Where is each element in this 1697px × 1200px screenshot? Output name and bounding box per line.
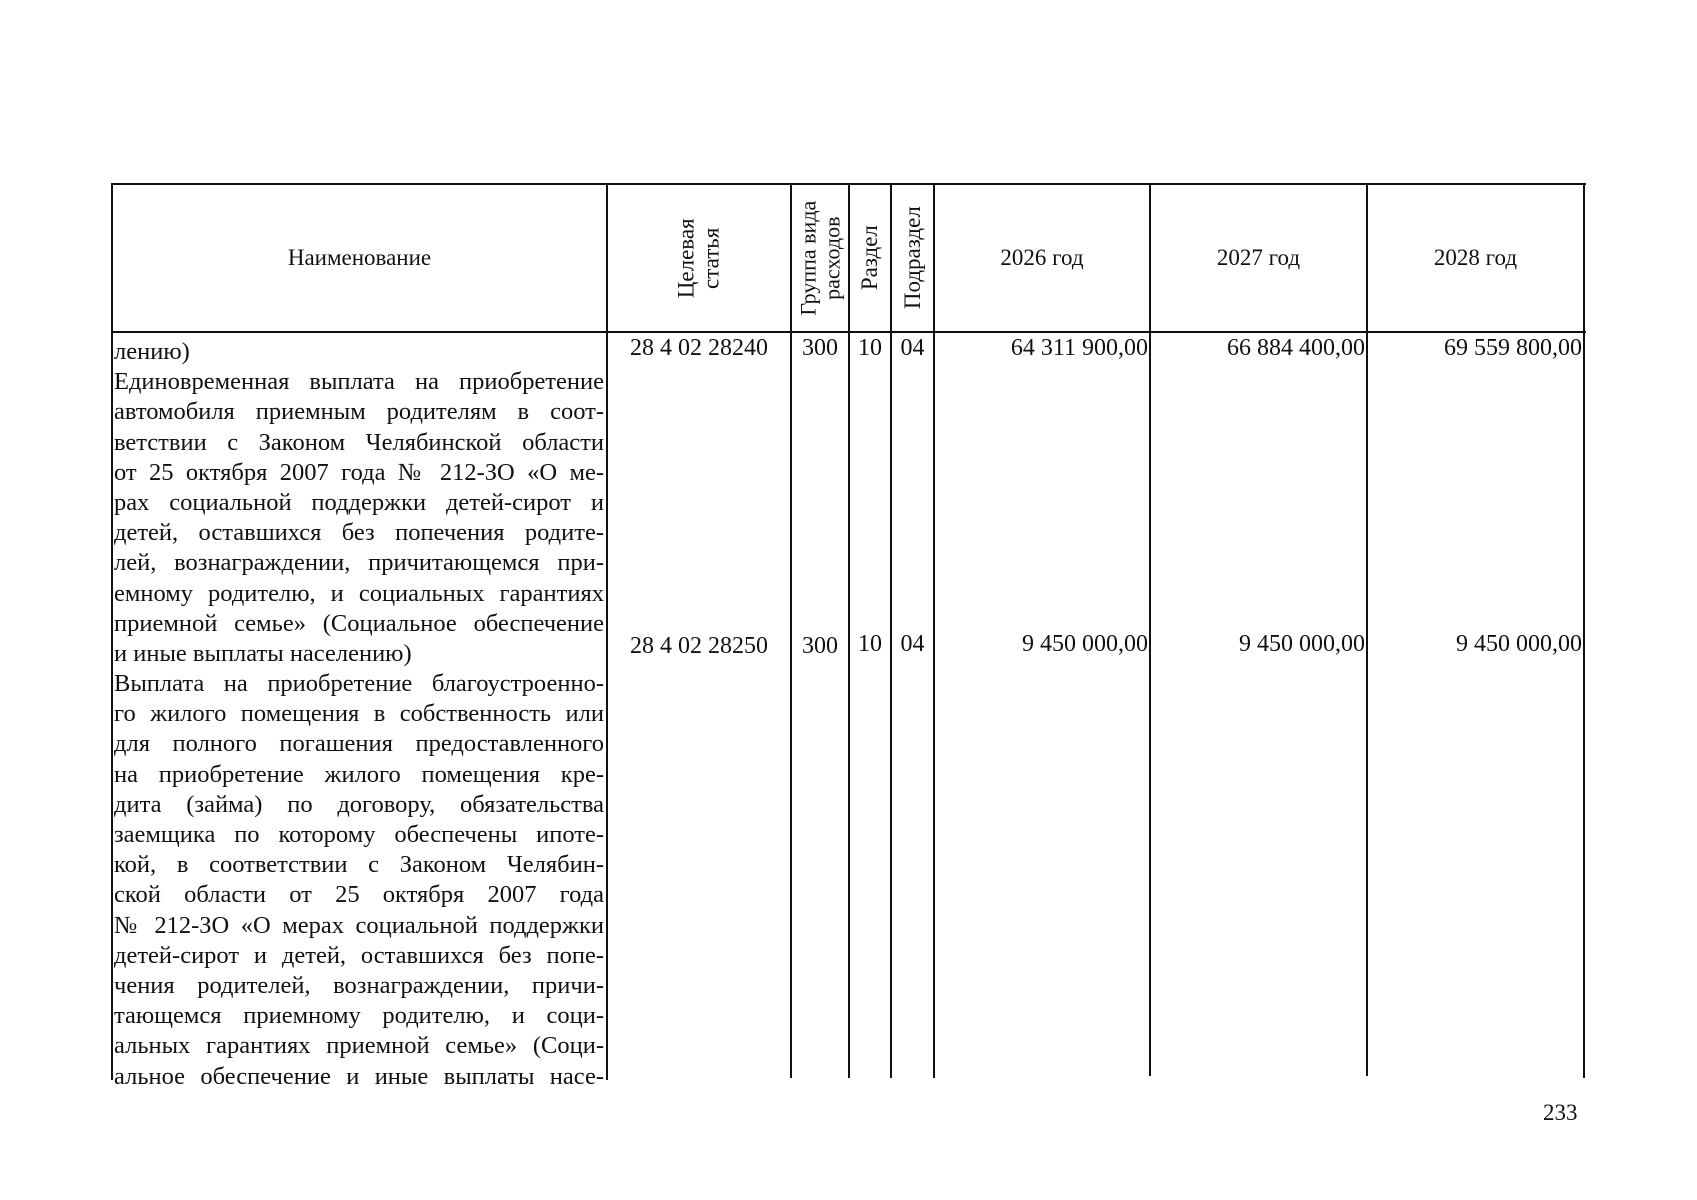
name-line: и иные выплаты населению) bbox=[114, 639, 412, 667]
header-target-article bbox=[608, 185, 790, 331]
name-line: лению) bbox=[114, 338, 190, 365]
row2-expense-group: 300 bbox=[802, 633, 838, 659]
row1-y2027: 66 884 400,00 bbox=[1227, 335, 1365, 361]
header-expense-group bbox=[792, 185, 848, 331]
name-line: для полного погашения предоставленного bbox=[114, 730, 604, 758]
header-subsection-text: Подраздел bbox=[899, 206, 925, 310]
name-line: детей-сирот и детей, оставшихся без попе- bbox=[114, 941, 604, 969]
page-number: 233 bbox=[1543, 1100, 1578, 1125]
name-line: дита (займа) по договору, обязательства bbox=[114, 790, 604, 818]
name-line: рах социальной поддержки детей-сирот и bbox=[114, 488, 604, 516]
header-year-2028: 2028 год bbox=[1433, 245, 1518, 271]
name-line: ской области от 25 октября 2007 года bbox=[114, 881, 604, 909]
name-line: чения родителей, вознаграждении, причи- bbox=[114, 971, 604, 999]
row2-y2027: 9 450 000,00 bbox=[1239, 631, 1365, 657]
name-line: № 212-ЗО «О мерах социальной поддержки bbox=[114, 911, 604, 939]
row2-y2026: 9 450 000,00 bbox=[1022, 631, 1148, 657]
header-name-text: Наименование bbox=[287, 245, 432, 271]
header-section-text: Раздел bbox=[857, 225, 883, 291]
name-line: ветствии с Законом Челябинской области bbox=[114, 428, 604, 456]
name-line: емному родителю, и социальных гарантиях bbox=[114, 579, 604, 607]
name-column-text bbox=[114, 337, 604, 1092]
name-line: Единовременная выплата на приобретение bbox=[114, 368, 604, 396]
name-line: го жилого помещения в собственность или bbox=[114, 700, 604, 728]
name-line: Выплата на приобретение благоустроенно- bbox=[114, 670, 604, 698]
header-section bbox=[850, 185, 890, 331]
row2-subsection: 04 bbox=[900, 631, 925, 657]
row1-y2026: 64 311 900,00 bbox=[1010, 335, 1148, 361]
header-subsection bbox=[892, 185, 933, 331]
row1-target-article: 28 4 02 28240 bbox=[630, 335, 768, 361]
row1-y2028: 69 559 800,00 bbox=[1444, 335, 1582, 361]
row2-y2028: 9 450 000,00 bbox=[1456, 631, 1582, 657]
name-line: лей, вознаграждении, причитающемся при- bbox=[114, 549, 604, 577]
row1-section: 10 bbox=[858, 335, 882, 361]
name-line: от 25 октября 2007 года № 212-ЗО «О ме- bbox=[114, 458, 604, 486]
name-line: автомобиля приемным родителям в соот- bbox=[114, 398, 604, 426]
row1-subsection: 04 bbox=[900, 335, 925, 361]
column-border-right bbox=[1583, 183, 1585, 1078]
header-name bbox=[113, 185, 606, 331]
header-year-2026: 2026 год bbox=[1000, 245, 1084, 271]
budget-table bbox=[111, 183, 1586, 1090]
header-year-2027: 2027 год bbox=[1216, 245, 1301, 271]
name-line: на приобретение жилого помещения кре- bbox=[114, 760, 604, 788]
name-line: заемщика по которому обеспечены ипоте- bbox=[114, 821, 604, 848]
name-line: тающемся приемному родителю, и соци- bbox=[114, 1002, 604, 1030]
name-line: кой, в соответствии с Законом Челябин- bbox=[114, 851, 604, 879]
name-line: приемной семье» (Социальное обеспечение bbox=[114, 609, 604, 637]
name-line: детей, оставшихся без попечения родите- bbox=[114, 519, 604, 547]
name-line: альных гарантиях приемной семье» (Соци- bbox=[114, 1032, 604, 1060]
row1-expense-group: 300 bbox=[802, 335, 838, 361]
row2-section: 10 bbox=[858, 631, 882, 657]
name-line: альное обеспечение и иные выплаты насе- bbox=[114, 1062, 604, 1090]
row2-target-article: 28 4 02 28250 bbox=[630, 633, 768, 659]
header-expense-group-text: Группа вида расходов bbox=[794, 200, 845, 316]
header-target-article-text: Целевая статья bbox=[673, 218, 724, 298]
